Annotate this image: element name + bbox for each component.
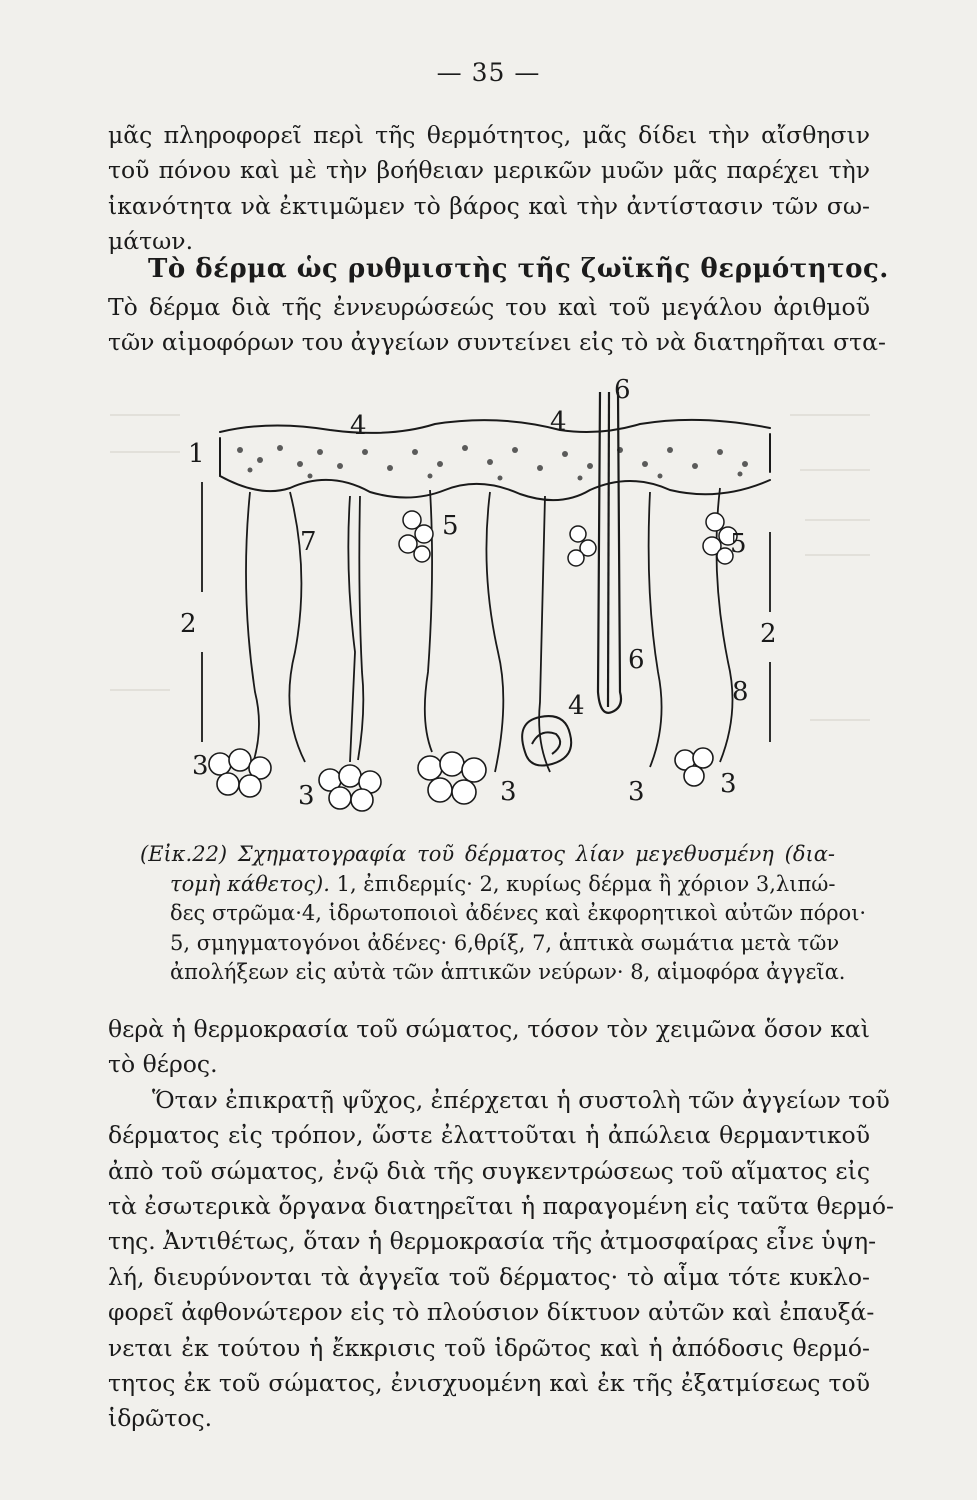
text-line: δέρματος εἰς τρόπον, ὥστε ἐλαττοῦται ἡ ἀπώλεια θερμαντικοῦ bbox=[108, 1121, 870, 1150]
text-line: τοῦ πόνου καὶ μὲ τὴν βοήθειαν μερικῶν μυῶν μᾶς παρέχει τὴν bbox=[108, 156, 870, 185]
skin-surface bbox=[220, 420, 770, 433]
caption-title bbox=[140, 840, 835, 870]
text-line: ἀπὸ τοῦ σώματος, ἐνῷ διὰ τῆς συγκεντρώσεως τοῦ αἵματος εἰς bbox=[108, 1156, 870, 1185]
figure-label-6: 6 bbox=[614, 375, 631, 405]
caption-line: 5, σμηγματογόνοι ἀδένες· 6,θρίξ, 7, ἁπτικὰ σωμάτια μετὰ τῶν bbox=[170, 930, 840, 955]
text-line: τητος ἐκ τοῦ σώματος, ἐνισχυομένη καὶ ἐκ τῆς ἐξατμίσεως τοῦ bbox=[108, 1369, 870, 1398]
section-heading: Τὸ δέρμα ὡς ρυθμιστὴς τῆς ζωϊκῆς θερμότητος. bbox=[148, 254, 889, 284]
epidermis-texture bbox=[237, 445, 748, 481]
text-line: μᾶς πληροφορεῖ περὶ τῆς θερμότητος, μᾶς δίδει τὴν αἴσθησιν bbox=[108, 121, 870, 149]
figure-caption bbox=[140, 840, 867, 988]
figure-label-8: 8 bbox=[732, 677, 749, 707]
top-paragraph bbox=[108, 118, 870, 260]
text-line: τῶν αἱμοφόρων του ἀγγείων συντείνει εἰς τὸ νὰ διατηρῆται στα- bbox=[108, 328, 886, 357]
figure-label-3: 3 bbox=[298, 781, 315, 811]
figure-label-4: 4 bbox=[550, 407, 567, 437]
figure-label-3: 3 bbox=[192, 751, 209, 781]
figure-label-5: 5 bbox=[442, 511, 459, 541]
figure-label-2: 2 bbox=[180, 609, 197, 639]
text-line: λή, διευρύνονται τὰ ἀγγεῖα τοῦ δέρματος· τὸ αἷμα τότε κυκλο- bbox=[108, 1262, 870, 1291]
bottom-paragraph bbox=[108, 1012, 894, 1437]
figure-label-3: 3 bbox=[628, 777, 645, 807]
text-line: θερὰ ἡ θερμοκρασία τοῦ σώματος, τόσον τὸν χειμῶνα ὅσον καὶ bbox=[108, 1015, 870, 1043]
text-line: τὸ θέρος. bbox=[108, 1050, 218, 1079]
text-line: τὰ ἐσωτερικὰ ὄργανα διατηρεῖται ἡ παραγομένη εἰς ταῦτα θερμό- bbox=[108, 1192, 894, 1221]
caption-line: δες στρῶμα·4, ἱδρωτοποιοὶ ἀδένες καὶ ἐκφορητικοὶ αὐτῶν πόροι· bbox=[170, 901, 867, 925]
bracket-lines bbox=[202, 482, 770, 742]
text-line: νεται ἐκ τούτου ἡ ἔκκρισις τοῦ ἱδρῶτος καὶ ἡ ἀπόδοσις θερμό- bbox=[108, 1333, 870, 1362]
hair-follicle bbox=[598, 392, 621, 713]
caption-title-text: τομὴ κάθετος). bbox=[170, 871, 330, 896]
text-line: της. Ἀντιθέτως, ὅταν ἡ θερμοκρασία τῆς ἀτμοσφαίρας εἶνε ὑψη- bbox=[108, 1227, 877, 1256]
figure-label-3: 3 bbox=[720, 769, 737, 799]
text-line: ἱκανότητα νὰ ἐκτιμῶμεν τὸ βάρος καὶ τὴν ἀντίστασιν τῶν σω- bbox=[108, 191, 870, 220]
vessel bbox=[649, 492, 662, 767]
text-line: Τὸ δέρμα διὰ τῆς ἐννευρώσεώς του καὶ τοῦ μεγάλου ἀριθμοῦ bbox=[108, 293, 870, 321]
sweat-gland bbox=[522, 716, 571, 765]
figure-label-4: 4 bbox=[350, 411, 367, 441]
sweat-duct bbox=[539, 496, 550, 772]
page-number: — 35 — bbox=[436, 58, 541, 87]
figure-label-7: 7 bbox=[300, 527, 317, 557]
vessel bbox=[486, 492, 503, 772]
sebaceous-gland bbox=[568, 526, 596, 566]
sweat-duct bbox=[348, 496, 355, 762]
caption-line bbox=[140, 870, 835, 900]
vessel bbox=[246, 492, 259, 772]
figure-label-3: 3 bbox=[500, 777, 517, 807]
sebaceous-gland bbox=[399, 511, 433, 562]
epidermis-base bbox=[220, 476, 770, 500]
figure-label-6: 6 bbox=[628, 645, 645, 675]
text-line: φορεῖ ἀφθονώτερον εἰς τὸ πλούσιον δίκτυον αὐτῶν καὶ ἐπαυξά- bbox=[108, 1298, 875, 1327]
text-line: ἱδρῶτος. bbox=[108, 1404, 213, 1433]
figure-label-5: 5 bbox=[730, 529, 747, 559]
skin-cross-section-figure bbox=[180, 372, 790, 834]
second-paragraph bbox=[108, 290, 886, 361]
figure-label-2-right: 2 bbox=[760, 619, 777, 649]
caption-line: ἀπολήξεων εἰς αὐτὰ τῶν ἁπτικῶν νεύρων· 8, αἱμοφόρα ἀγγεῖα. bbox=[170, 960, 846, 984]
figure-label-1: 1 bbox=[188, 439, 205, 469]
caption-text: 1, ἐπιδερμίς· 2, κυρίως δέρμα ἢ χόριον 3,λιπώ- bbox=[329, 871, 836, 896]
figure-label-4: 4 bbox=[568, 691, 585, 721]
text-line: Ὅταν ἐπικρατῇ ψῦχος, ἐπέρχεται ἡ συστολὴ τῶν ἀγγείων τοῦ bbox=[152, 1085, 890, 1114]
text-line: μάτων. bbox=[108, 227, 194, 256]
caption-title-text: (Εἰκ.22) Σχηματογραφία τοῦ δέρματος λίαν μεγεθυσμένη (δια- bbox=[140, 842, 835, 866]
